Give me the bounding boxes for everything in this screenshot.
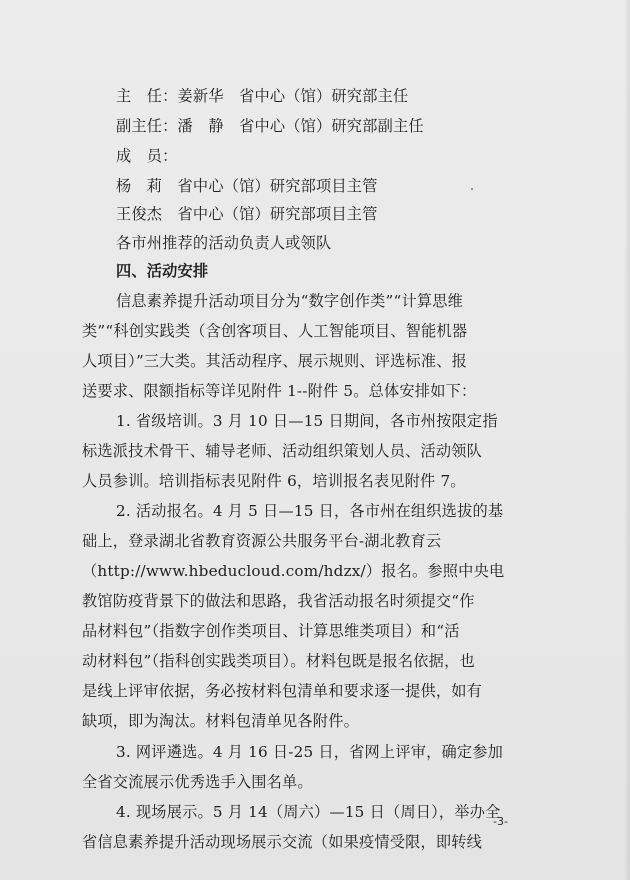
section-heading: 四、活动安排	[116, 262, 209, 280]
paragraph-line: 标选派技术骨干、辅导老师、活动组织策划人员、活动领队	[82, 442, 483, 460]
committee-member-line: 各市州推荐的活动负责人或领队	[116, 234, 332, 252]
paragraph-line: 是线上评审依据，务必按材料包清单和要求逐一提供，如有	[82, 682, 483, 700]
paragraph-line: 2. 活动报名。4 月 5 日—15 日，各市州在组织选拔的基	[116, 502, 504, 520]
paragraph-line: 信息素养提升活动项目分为“数字创作类”“计算思维	[116, 292, 464, 310]
paragraph-line: 动材料包”（指科创实践类项目）。材料包既是报名依据，也	[82, 652, 475, 670]
committee-member-line: 杨 莉 省中心（馆）研究部项目主管	[116, 177, 378, 195]
paragraph-line: 品材料包”（指数字创作类项目、计算思维类项目）和“活	[82, 622, 460, 640]
paragraph-line: 1. 省级培训。3 月 10 日—15 日期间，各市州按限定指	[116, 412, 498, 430]
paragraph-line: 人员参训。培训指标表见附件 6，培训报名表见附件 7。	[82, 472, 466, 490]
paragraph-line: 人项目）”三大类。其活动程序、展示规则、评选标准、报	[82, 352, 468, 370]
committee-members-label: 成 员：	[116, 147, 178, 165]
page-edge-shadow	[624, 0, 630, 880]
paragraph-line: 教馆防疫背景下的做法和思路，我省活动报名时须提交“作	[82, 592, 475, 610]
paragraph-line: 类”“科创实践类（含创客项目、人工智能项目、智能机器	[82, 322, 468, 340]
paragraph-line: 缺项，即为淘汰。材料包清单见各附件。	[82, 712, 359, 730]
paragraph-line: 3. 网评遴选。4 月 16 日-25 日，省网上评审，确定参加	[116, 743, 504, 761]
paragraph-line: 全省交流展示优秀选手入围名单。	[82, 773, 313, 791]
committee-deputy-director-line: 副主任：潘 静 省中心（馆）研究部副主任	[116, 117, 424, 135]
paragraph-line: 送要求、限额指标等详见附件 1--附件 5。总体安排如下：	[82, 382, 477, 400]
page-number: -3-	[493, 815, 508, 828]
paragraph-line: 省信息素养提升活动现场展示交流（如果疫情受限，即转线	[82, 833, 483, 851]
scan-mark	[471, 188, 473, 190]
paragraph-line: 4. 现场展示。5 月 14（周六）—15 日（周日），举办全	[116, 803, 501, 821]
paragraph-line: （http://www.hbeducloud.com/hdzx/）报名。参照中央电	[82, 562, 505, 580]
committee-director-line: 主 任：姜新华 省中心（馆）研究部主任	[116, 87, 409, 105]
committee-member-line: 王俊杰 省中心（馆）研究部项目主管	[116, 205, 378, 223]
paragraph-line: 础上，登录湖北省教育资源公共服务平台-湖北教育云	[82, 532, 442, 550]
